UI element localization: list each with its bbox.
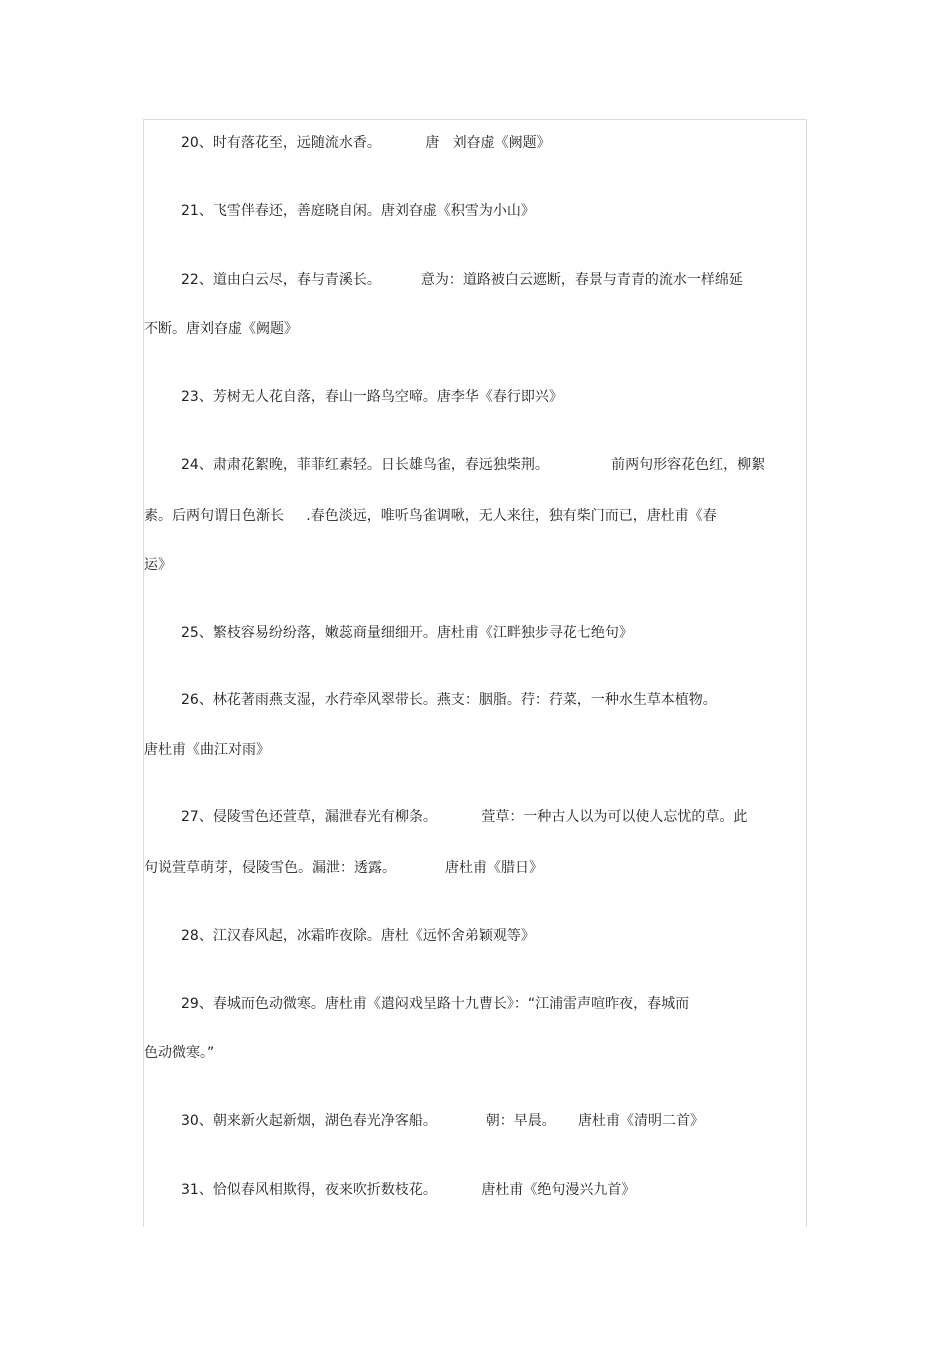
poem-line-27: 27、侵陵雪色还萱草，漏泄春光有柳条。 萱草：一种古人以为可以使人忘忧的草。此 [181,809,748,825]
poem-line-24: 24、肃肃花絮晚，菲菲红素轻。日长雄鸟雀，春远独柴荆。 前两句形容花色红，柳絮 [181,457,766,473]
poem-line-31: 31、恰似春风相欺得，夜来吹折数枝花。 唐杜甫《绝句漫兴九首》 [181,1182,636,1198]
poem-line-23: 23、芳树无人花自落，春山一路鸟空啼。唐李华《春行即兴》 [181,389,563,405]
poem-line-25: 25、繁枝容易纷纷落，嫩蕊商量细细开。唐杜甫《江畔独步寻花七绝句》 [181,625,633,641]
poem-line-28: 28、江汉春风起，冰霜昨夜除。唐杜《远怀舍弟颖观等》 [181,928,535,944]
poem-line-22: 22、道由白云尽，春与青溪长。 意为：道路被白云遮断，春景与青青的流水一样绵延 [181,272,743,288]
poem-line-27-continued: 句说萱草萌芽，侵陵雪色。漏泄：透露。 唐杜甫《腊日》 [144,860,543,876]
poem-line-26: 26、林花著雨燕支湿，水荇牵风翠带长。燕支：胭脂。荇：荇菜，一种水生草本植物。 [181,692,717,708]
poem-line-26-continued: 唐杜甫《曲江对雨》 [144,742,270,758]
poem-line-30: 30、朝来新火起新烟，湖色春光净客船。 朝：早晨。 唐杜甫《清明二首》 [181,1113,705,1129]
poem-line-20: 20、时有落花至，远随流水香。 唐 刘昚虚《阙题》 [181,135,551,151]
poem-line-21: 21、飞雪伴春还，善庭晓自闲。唐刘昚虚《积雪为小山》 [181,203,535,219]
poem-line-24-continued: 素。后两句谓日色渐长 .春色淡远，唯听鸟雀调啾，无人来往，独有柴门而已，唐杜甫《春 [144,508,717,524]
poem-line-24-continued-2: 运》 [144,557,172,573]
poem-line-29-continued: 色动微寒。” [144,1045,215,1061]
poem-line-22-continued: 不断。唐刘昚虚《阙题》 [144,321,298,337]
poem-line-29: 29、春城而色动微寒。唐杜甫《遣闷戏呈路十九曹长》：“江浦雷声喧昨夜，春城而 [181,996,690,1012]
